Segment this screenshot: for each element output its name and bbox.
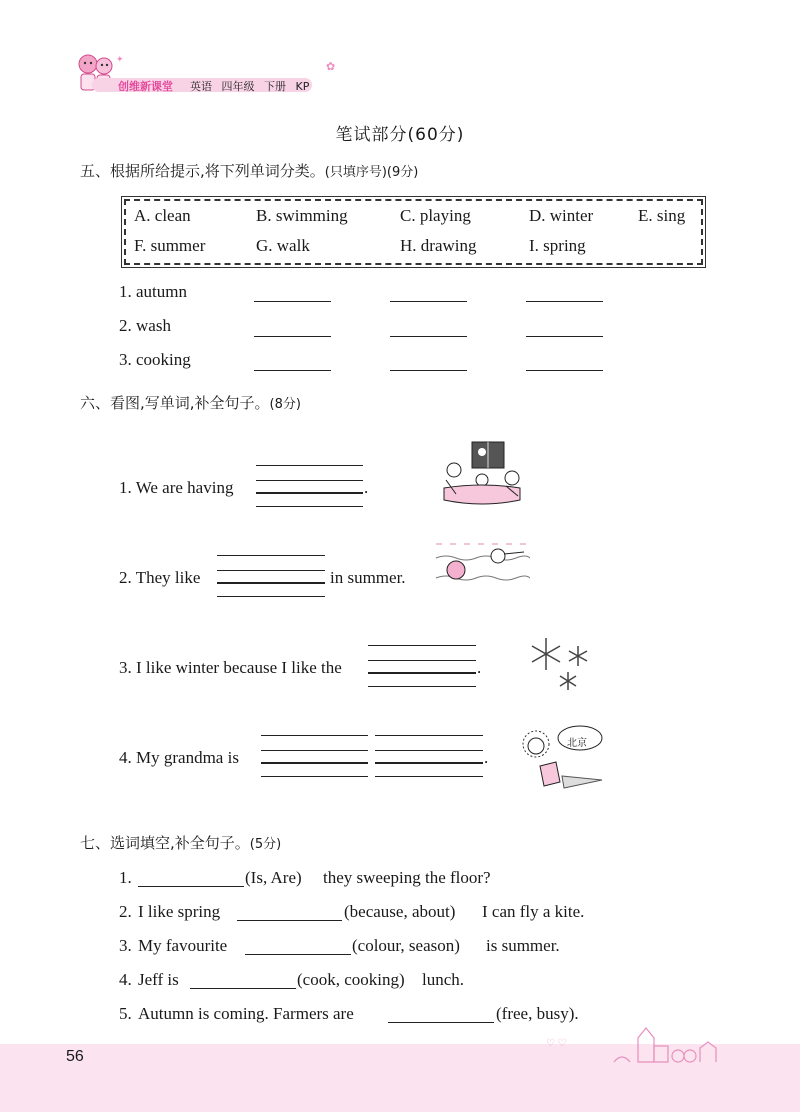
fill-item-choices: (free, busy). [496, 1004, 579, 1023]
writing-guide-line [261, 735, 368, 736]
fill-item-number: 2. [119, 902, 132, 921]
picture-question-text: 1. We are having [119, 478, 234, 497]
writing-guide-line [375, 735, 483, 736]
fill-item-number: 3. [119, 936, 132, 955]
writing-guide-line [375, 750, 483, 751]
writing-guide-line [217, 570, 325, 571]
writing-guide-line [368, 660, 476, 661]
picture-question-end: in summer. [330, 568, 406, 587]
word-option: B. swimming [256, 206, 348, 225]
word-option: G. walk [256, 236, 310, 255]
writing-guide-line [368, 645, 476, 646]
picture-question-text: 4. My grandma is [119, 748, 239, 767]
picture-question-end: . [477, 658, 482, 677]
section7-points: (5分) [249, 837, 282, 852]
answer-blank[interactable] [368, 672, 476, 674]
section7-heading-row [80, 832, 281, 853]
fill-item-choices: (colour, season) [352, 936, 460, 955]
header-edition: KP [295, 80, 310, 93]
header-volume: 下册 [264, 80, 286, 93]
writing-guide-line [368, 686, 476, 687]
section5-heading: 五、根据所给提示,将下列单词分类。 [80, 162, 325, 180]
fill-item-choices: (because, about) [344, 902, 456, 921]
answer-blank[interactable] [526, 370, 603, 371]
snowflakes-illustration [526, 632, 598, 692]
fill-item-number: 5. [119, 1004, 132, 1023]
writing-guide-line [375, 776, 483, 777]
answer-blank[interactable] [254, 336, 331, 337]
picture-question-text: 3. I like winter because I like the [119, 658, 342, 677]
fill-item-text: Jeff is [138, 970, 179, 989]
classify-question: 3. cooking [119, 350, 191, 369]
answer-blank[interactable] [526, 336, 603, 337]
fill-item-number: 4. [119, 970, 132, 989]
heart-decoration-icon: ♡ ♡ [546, 1038, 567, 1049]
section6-heading: 六、看图,写单词,补全句子。 [80, 394, 270, 412]
section7-heading: 七、选词填空,补全句子。 [80, 834, 250, 852]
answer-blank[interactable] [256, 492, 363, 494]
classify-question: 1. autumn [119, 282, 187, 301]
section5-heading-row [80, 160, 418, 181]
fill-item-text: My favourite [138, 936, 228, 955]
writing-guide-line [256, 465, 363, 466]
answer-blank[interactable] [261, 762, 368, 764]
star-decoration-icon: ✿ [326, 61, 336, 73]
fill-item-text: lunch. [422, 970, 465, 989]
section6-heading-row [80, 392, 301, 413]
picture-question-text: 2. They like [119, 568, 201, 587]
answer-blank[interactable] [375, 762, 483, 764]
answer-blank[interactable] [190, 988, 296, 989]
answer-blank[interactable] [217, 582, 325, 584]
section5-points: (只填序号)(9分) [324, 165, 419, 180]
star-decoration-icon: ✦ [116, 54, 124, 64]
answer-blank[interactable] [390, 301, 467, 302]
fill-item-choices: (Is, Are) [245, 868, 302, 887]
swimming-illustration [434, 534, 530, 604]
speech-bubble-text: 北京 [567, 738, 587, 749]
classify-question: 2. wash [119, 316, 171, 335]
answer-blank[interactable] [254, 301, 331, 302]
answer-blank[interactable] [237, 920, 342, 921]
writing-guide-line [217, 555, 325, 556]
section6-points: (8分) [269, 397, 301, 412]
writing-guide-line [256, 506, 363, 507]
grandma-illustration [516, 722, 608, 792]
answer-blank[interactable] [388, 1022, 494, 1023]
answer-blank[interactable] [526, 301, 603, 302]
word-option: F. summer [134, 236, 206, 255]
header-brand: 创维新课堂 [118, 80, 173, 93]
picture-question-end: . [364, 478, 369, 497]
fill-item-text: is summer. [486, 936, 560, 955]
fill-item-text: Autumn is coming. Farmers are [138, 1004, 354, 1023]
answer-blank[interactable] [138, 886, 244, 887]
word-option: E. sing [638, 206, 686, 225]
word-option: I. spring [529, 236, 586, 255]
word-option: A. clean [134, 206, 191, 225]
word-option: C. playing [400, 206, 471, 225]
castle-decoration-icon [608, 1022, 718, 1066]
fill-item-number: 1. [119, 868, 132, 887]
writing-guide-line [217, 596, 325, 597]
header-info [190, 78, 315, 94]
picture-question-end: . [484, 748, 489, 767]
family-dinner-illustration [436, 440, 528, 516]
word-option: H. drawing [400, 236, 477, 255]
page-number: 56 [66, 1048, 84, 1065]
answer-blank[interactable] [245, 954, 351, 955]
fill-item-text: I can fly a kite. [482, 902, 585, 921]
writing-guide-line [256, 480, 363, 481]
header-subject: 英语 [190, 80, 212, 93]
writing-guide-line [261, 776, 368, 777]
answer-blank[interactable] [390, 336, 467, 337]
header-grade: 四年级 [221, 80, 255, 93]
writing-guide-line [261, 750, 368, 751]
fill-item-text: they sweeping the floor? [323, 868, 491, 887]
answer-blank[interactable] [390, 370, 467, 371]
fill-item-text: I like spring [138, 902, 221, 921]
word-option: D. winter [529, 206, 594, 225]
fill-item-choices: (cook, cooking) [297, 970, 405, 989]
answer-blank[interactable] [254, 370, 331, 371]
page-title: 笔试部分(60分) [335, 125, 465, 145]
